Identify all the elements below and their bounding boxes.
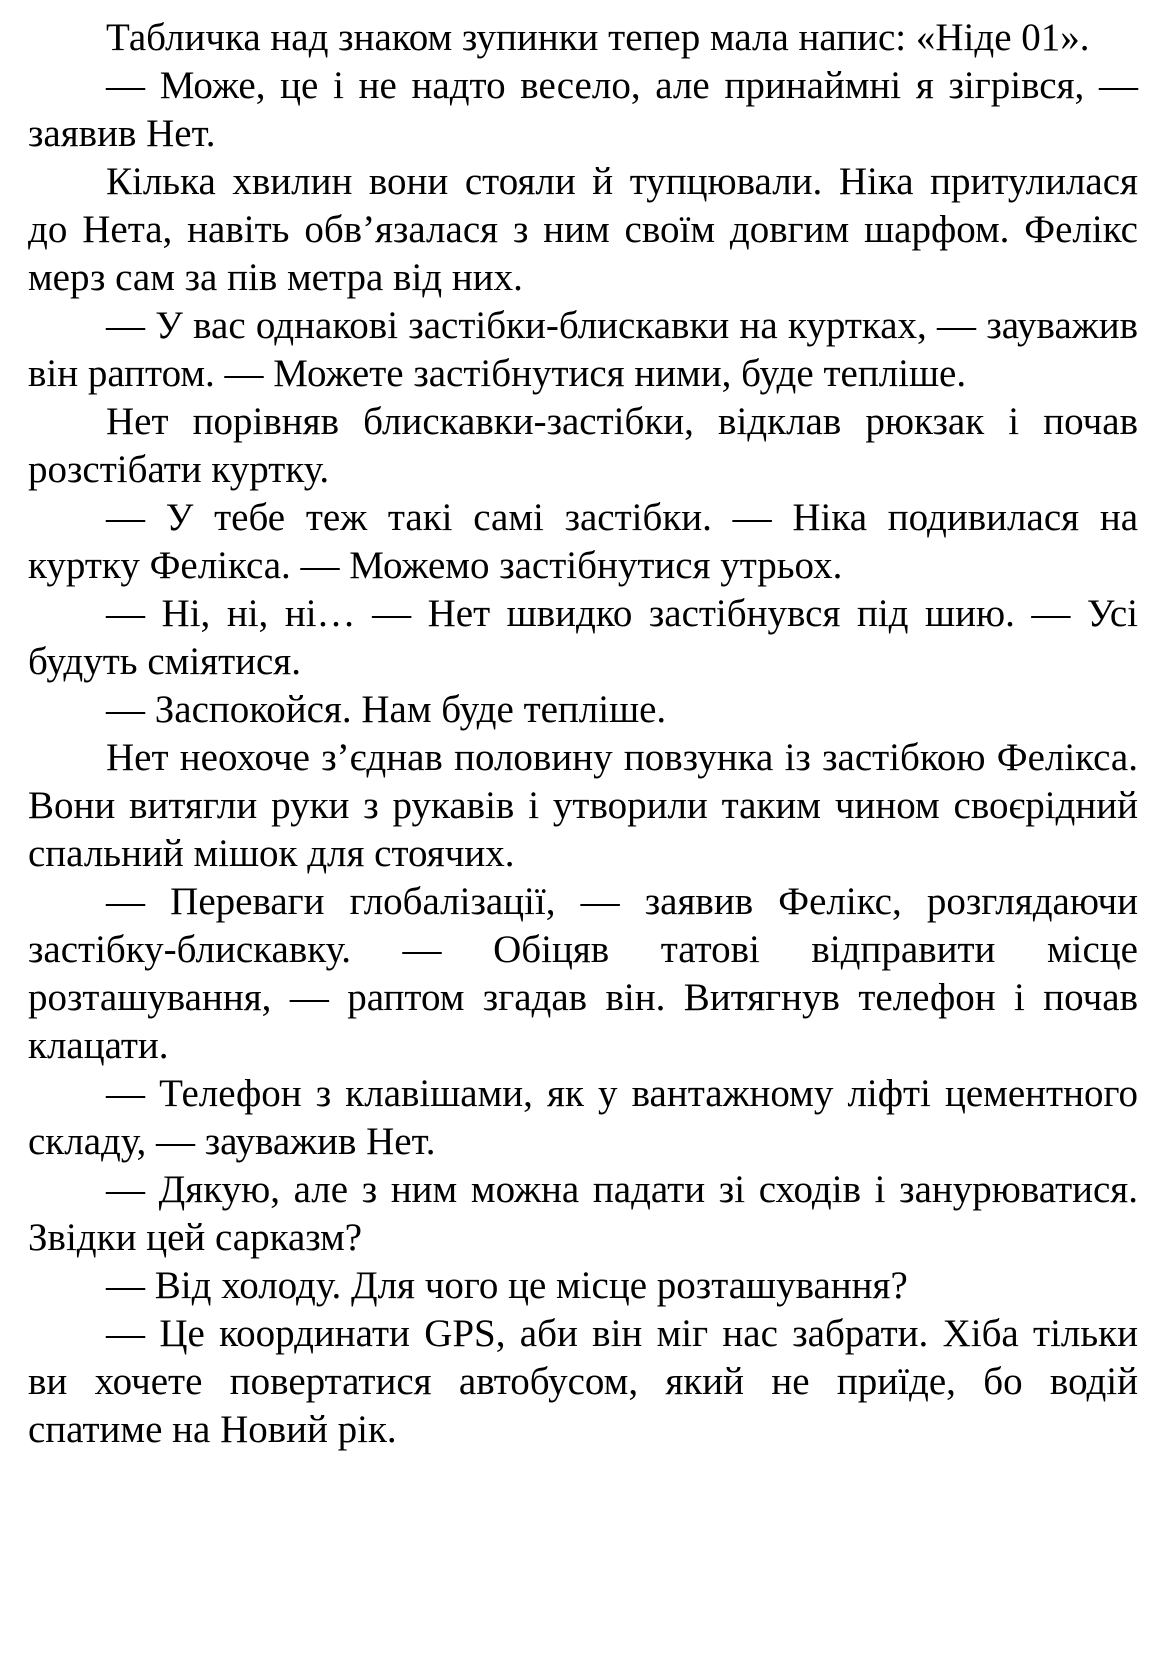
paragraph: — Дякую, але з ним можна падати зі сходів і занурюватися. Звідки цей сарказм? [28, 1168, 1138, 1259]
paragraph: Табличка над знаком зупинки тепер мала напис: «Ніде 01». [106, 16, 1090, 59]
paragraph: — Може, це і не надто весело, але принаймні я зігрівся, — заявив Нет. [28, 64, 1138, 155]
paragraph: — Заспокойся. Нам буде тепліше. [106, 688, 667, 731]
paragraph: Нет порівняв блискавки-застібки, відклав рюкзак і почав розстібати куртку. [28, 400, 1138, 491]
paragraph: — Це координати GPS, аби він міг нас забрати. Хіба тільки ви хочете повертатися автобусом, який не приїде, бо водій спатиме на Новий рік. [28, 1312, 1138, 1451]
paragraph: — Ні, ні, ні… — Нет швидко застібнувся під шию. — Усі будуть сміятися. [28, 592, 1138, 683]
paragraph: — У тебе теж такі самі застібки. — Ніка подивилася на куртку Фелікса. — Можемо застібнутися утрьох. [28, 496, 1138, 587]
paragraph: Кілька хвилин вони стояли й тупцювали. Ніка притулилася до Нета, навіть обв’язалася з ним своїм довгим шарфом. Фелікс мерз сам за пів метра від них. [28, 160, 1138, 299]
paragraph: — Від холоду. Для чого це місце розташування? [106, 1264, 908, 1307]
paragraph: — Переваги глобалізації, — заявив Фелікс, розглядаючи застібку-блискавку. — Обіцяв татові відправити місце розташування, — раптом згадав він. Витягнув телефон і почав клацати. [28, 880, 1138, 1067]
paragraph: Нет неохоче з’єднав половину повзунка із застібкою Фелікса. Вони витягли руки з рукавів і утворили таким чином своєрідний спальний мішок для стоячих. [28, 736, 1138, 875]
paragraph: — У вас однакові застібки-блискавки на куртках, — зауважив він раптом. — Можете застібнутися ними, буде тепліше. [28, 304, 1138, 395]
book-page [28, 14, 1138, 1454]
paragraph: — Телефон з клавішами, як у вантажному ліфті цементного складу, — зауважив Нет. [28, 1072, 1138, 1163]
